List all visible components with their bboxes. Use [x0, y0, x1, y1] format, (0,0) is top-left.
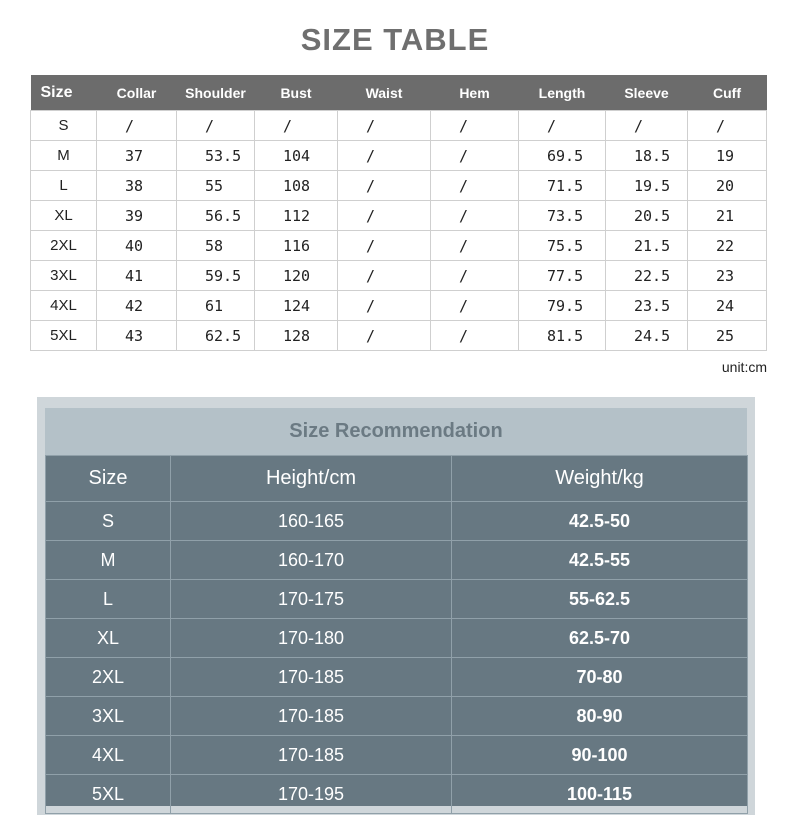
- measurement-cell: 53.5: [177, 141, 255, 171]
- measurement-cell: /: [431, 321, 519, 351]
- recommendation-table: [45, 455, 748, 814]
- measurement-cell: 69.5: [519, 141, 606, 171]
- weight-cell: 62.5-70: [452, 619, 748, 658]
- recommendation-column-header: Size: [46, 456, 171, 502]
- size-cell: M: [31, 141, 97, 171]
- measurement-cell: /: [338, 171, 431, 201]
- table-row: [31, 111, 767, 141]
- weight-cell: 90-100: [452, 736, 748, 775]
- measurement-cell: 59.5: [177, 261, 255, 291]
- measurement-cell: /: [255, 111, 338, 141]
- measurement-cell: 55: [177, 171, 255, 201]
- column-header-collar: Collar: [97, 75, 177, 111]
- measurement-cell: 75.5: [519, 231, 606, 261]
- measurement-cell: /: [177, 111, 255, 141]
- measurement-cell: /: [338, 321, 431, 351]
- measurement-cell: /: [431, 291, 519, 321]
- measurement-cell: 62.5: [177, 321, 255, 351]
- measurement-cell: 21: [688, 201, 767, 231]
- measurement-cell: /: [338, 201, 431, 231]
- measurement-cell: 20.5: [606, 201, 688, 231]
- height-cell: 170-185: [171, 736, 452, 775]
- size-cell: XL: [31, 201, 97, 231]
- weight-cell: 42.5-55: [452, 541, 748, 580]
- measurement-cell: /: [338, 291, 431, 321]
- measurement-cell: 25: [688, 321, 767, 351]
- measurement-cell: 38: [97, 171, 177, 201]
- measurement-cell: 77.5: [519, 261, 606, 291]
- table-row: [46, 502, 748, 541]
- measurement-cell: 71.5: [519, 171, 606, 201]
- column-header-sleeve: Sleeve: [606, 75, 688, 111]
- measurement-cell: 58: [177, 231, 255, 261]
- size-cell: S: [46, 502, 171, 541]
- table-row: [31, 291, 767, 321]
- measurement-cell: 79.5: [519, 291, 606, 321]
- table-row: [31, 261, 767, 291]
- height-cell: 160-165: [171, 502, 452, 541]
- recommendation-column-header: Weight/kg: [452, 456, 748, 502]
- size-cell: 4XL: [46, 736, 171, 775]
- size-cell: S: [31, 111, 97, 141]
- size-cell: M: [46, 541, 171, 580]
- size-cell: 5XL: [31, 321, 97, 351]
- measurement-cell: 41: [97, 261, 177, 291]
- table-row: [31, 201, 767, 231]
- measurement-cell: 22.5: [606, 261, 688, 291]
- measurement-cell: /: [519, 111, 606, 141]
- measurement-cell: /: [431, 141, 519, 171]
- measurement-cell: 116: [255, 231, 338, 261]
- unit-label: unit:cm: [721, 359, 767, 375]
- size-cell: 5XL: [46, 775, 171, 814]
- size-cell: 3XL: [46, 697, 171, 736]
- table-row: [31, 171, 767, 201]
- measurement-cell: /: [431, 231, 519, 261]
- table-row: [46, 580, 748, 619]
- measurement-cell: 20: [688, 171, 767, 201]
- table-row: [31, 231, 767, 261]
- size-cell: L: [31, 171, 97, 201]
- measurement-cell: 19: [688, 141, 767, 171]
- table-row: [46, 658, 748, 697]
- measurement-cell: 112: [255, 201, 338, 231]
- recommendation-header-row: [46, 456, 748, 502]
- size-cell: 2XL: [31, 231, 97, 261]
- table-row: [46, 697, 748, 736]
- measurement-cell: 23: [688, 261, 767, 291]
- measurement-cell: 108: [255, 171, 338, 201]
- height-cell: 170-195: [171, 775, 452, 814]
- measurement-cell: 18.5: [606, 141, 688, 171]
- height-cell: 170-185: [171, 658, 452, 697]
- measurement-cell: 40: [97, 231, 177, 261]
- measurement-cell: 61: [177, 291, 255, 321]
- height-cell: 170-185: [171, 697, 452, 736]
- table-row: [46, 775, 748, 814]
- size-cell: 3XL: [31, 261, 97, 291]
- column-header-size: Size: [31, 75, 97, 111]
- size-table-header-row: [31, 75, 767, 111]
- measurement-cell: /: [606, 111, 688, 141]
- column-header-waist: Waist: [338, 75, 431, 111]
- table-row: [46, 541, 748, 580]
- size-table: [30, 75, 767, 351]
- column-header-shoulder: Shoulder: [177, 75, 255, 111]
- table-row: [31, 141, 767, 171]
- table-row: [46, 736, 748, 775]
- measurement-cell: 42: [97, 291, 177, 321]
- measurement-cell: 81.5: [519, 321, 606, 351]
- measurement-cell: 19.5: [606, 171, 688, 201]
- table-row: [46, 619, 748, 658]
- measurement-cell: 120: [255, 261, 338, 291]
- weight-cell: 70-80: [452, 658, 748, 697]
- weight-cell: 55-62.5: [452, 580, 748, 619]
- measurement-cell: /: [97, 111, 177, 141]
- measurement-cell: 37: [97, 141, 177, 171]
- height-cell: 160-170: [171, 541, 452, 580]
- measurement-cell: 22: [688, 231, 767, 261]
- recommendation-title: Size Recommendation: [45, 408, 747, 455]
- weight-cell: 42.5-50: [452, 502, 748, 541]
- measurement-cell: 24.5: [606, 321, 688, 351]
- measurement-cell: /: [688, 111, 767, 141]
- recommendation-body: [46, 502, 748, 814]
- size-cell: 4XL: [31, 291, 97, 321]
- measurement-cell: /: [431, 201, 519, 231]
- measurement-cell: 124: [255, 291, 338, 321]
- recommendation-column-header: Height/cm: [171, 456, 452, 502]
- column-header-cuff: Cuff: [688, 75, 767, 111]
- size-cell: L: [46, 580, 171, 619]
- column-header-bust: Bust: [255, 75, 338, 111]
- size-cell: XL: [46, 619, 171, 658]
- measurement-cell: 24: [688, 291, 767, 321]
- height-cell: 170-180: [171, 619, 452, 658]
- column-header-length: Length: [519, 75, 606, 111]
- measurement-cell: 104: [255, 141, 338, 171]
- size-table-body: [31, 111, 767, 351]
- measurement-cell: /: [338, 111, 431, 141]
- table-row: [31, 321, 767, 351]
- measurement-cell: /: [431, 171, 519, 201]
- measurement-cell: 43: [97, 321, 177, 351]
- column-header-hem: Hem: [431, 75, 519, 111]
- height-cell: 170-175: [171, 580, 452, 619]
- measurement-cell: /: [431, 261, 519, 291]
- measurement-cell: /: [338, 141, 431, 171]
- measurement-cell: /: [338, 261, 431, 291]
- measurement-cell: 23.5: [606, 291, 688, 321]
- weight-cell: 80-90: [452, 697, 748, 736]
- weight-cell: 100-115: [452, 775, 748, 814]
- measurement-cell: 21.5: [606, 231, 688, 261]
- measurement-cell: 56.5: [177, 201, 255, 231]
- measurement-cell: /: [431, 111, 519, 141]
- size-cell: 2XL: [46, 658, 171, 697]
- measurement-cell: /: [338, 231, 431, 261]
- page-title: SIZE TABLE: [300, 22, 490, 57]
- measurement-cell: 39: [97, 201, 177, 231]
- measurement-cell: 73.5: [519, 201, 606, 231]
- measurement-cell: 128: [255, 321, 338, 351]
